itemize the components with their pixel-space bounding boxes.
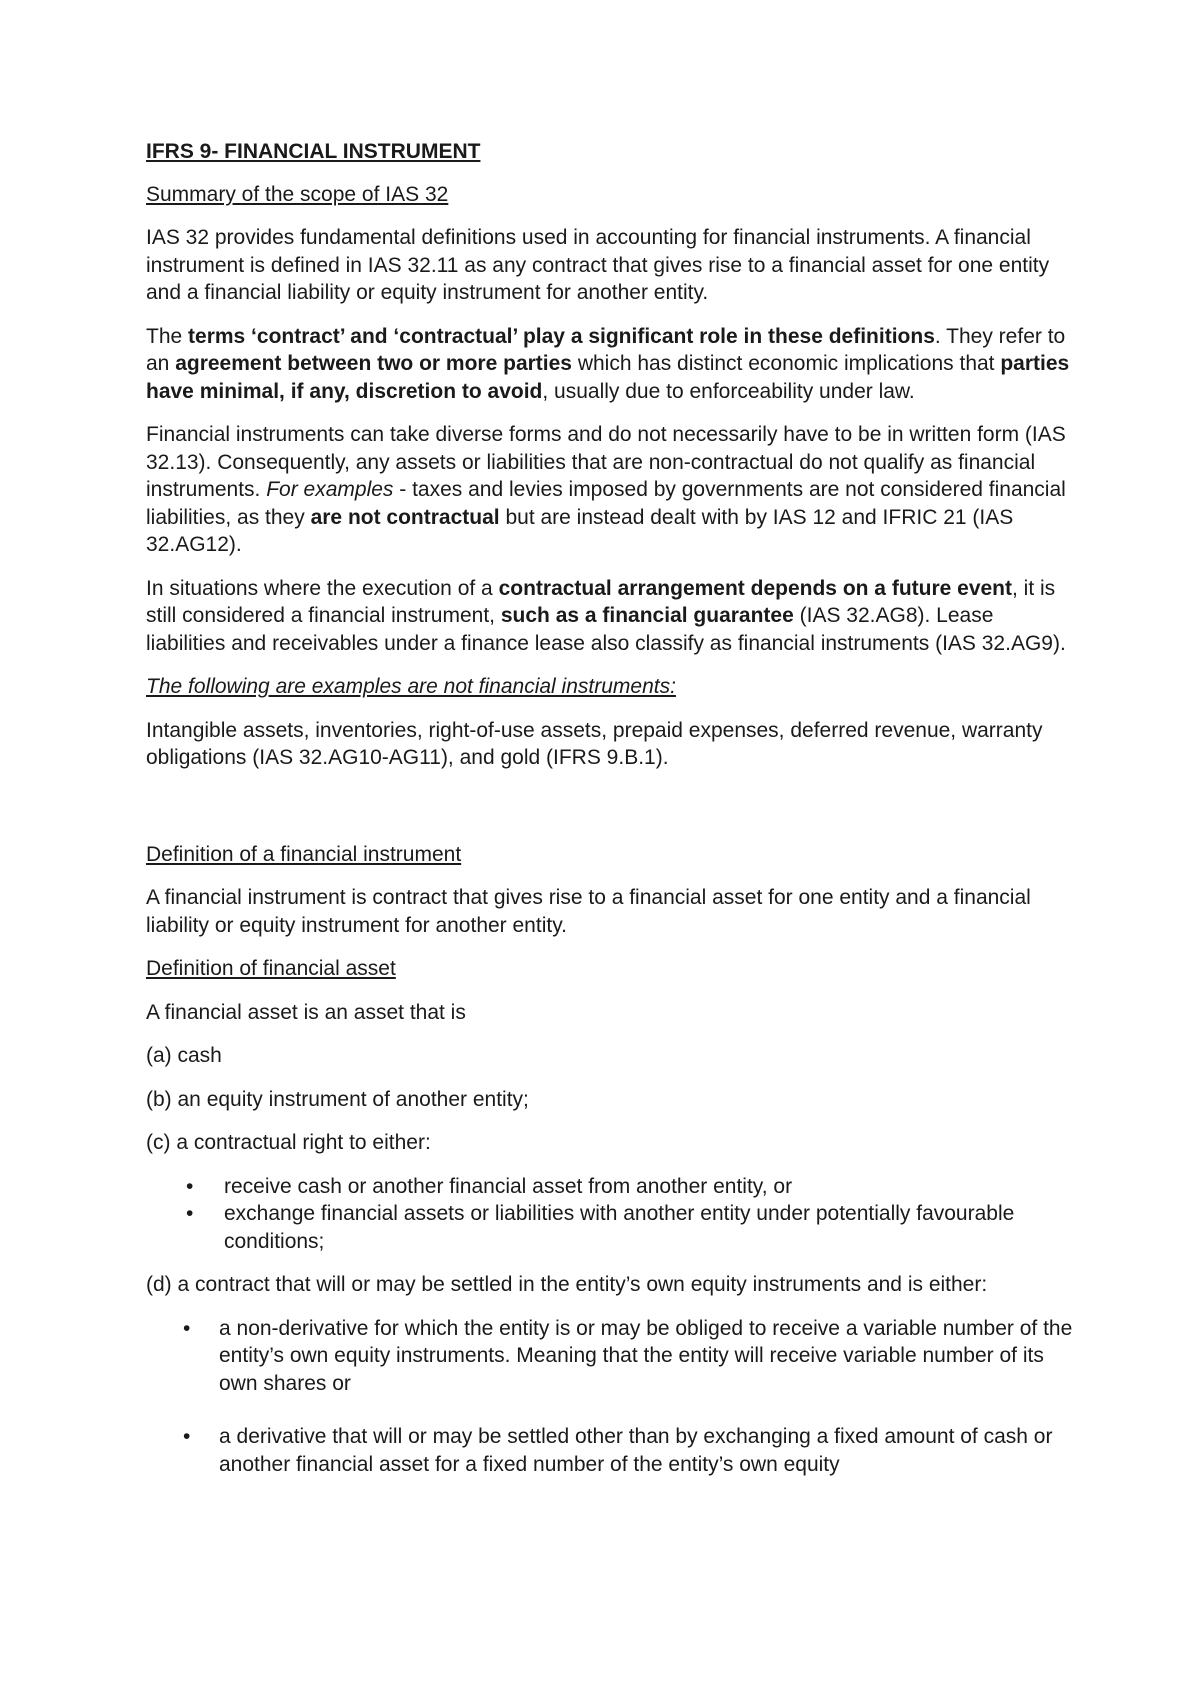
bullet-icon: • [186, 1202, 194, 1225]
scope-paragraph-2 [146, 323, 1076, 406]
definition-asset-intro: A financial asset is an asset that is [146, 1000, 466, 1024]
scope-paragraph-3 [146, 421, 1076, 559]
document-title: IFRS 9- FINANCIAL INSTRUMENT [146, 140, 481, 163]
p3-italic-examples: For examples [266, 478, 394, 501]
not-financial-instruments-text: Intangible assets, inventories, right-of-use assets, prepaid expenses, deferred revenue, warranty obligations (IAS 32.AG10-AG11), and gold (IFRS 9.B.1). [146, 718, 1043, 769]
p4-text-e: (IAS 32.AG8). Lease liabilities and receivables under a finance lease also classify as financial instruments (IAS 32.AG9). [146, 604, 1066, 655]
p4-bold-future-event: contractual arrangement depends on a future event [498, 576, 1013, 600]
bullet-icon: • [183, 1425, 191, 1448]
p4-bold-guarantee: such as a financial guarantee [500, 604, 794, 627]
p3-text-c: - taxes and levies imposed by governments are not considered financial liabilities, as they [146, 478, 1066, 529]
item-c: (c) a contractual right to either: [146, 1131, 431, 1154]
scope-paragraph-4 [146, 575, 1076, 658]
item-c-bullet-list [146, 1173, 1076, 1256]
p2-bold-terms: terms ‘contract’ and ‘contractual’ play a significant role in these definitions [188, 324, 935, 348]
definition-instrument-text: A financial instrument is contract that gives rise to a financial asset for one entity and a financial liability or equity instrument for another entity. [146, 886, 1031, 937]
bullet-text: a derivative that will or may be settled other than by exchanging a fixed amount of cash or another financial asset for a fixed number of the entity’s own equity [219, 1425, 1053, 1476]
p2-text-a: The [146, 324, 189, 348]
document-page [146, 138, 1076, 1494]
scope-heading: Summary of the scope of IAS 32 [146, 182, 449, 206]
p2-text-g: , usually due to enforceability under law. [542, 379, 915, 403]
item-d-bullet-list [146, 1315, 1076, 1479]
bullet-icon: • [183, 1316, 191, 1340]
bullet-text: a non-derivative for which the entity is or may be obliged to receive a variable number of the entity’s own equity instruments. Meaning that the entity will receive variable number of its own shares or [219, 1316, 1073, 1395]
item-b: (b) an equity instrument of another entity; [146, 1087, 529, 1111]
p2-bold-agreement: agreement between two or more parties [175, 352, 572, 375]
p3-text-a: Financial instruments can take diverse forms and do not necessarily have to be in written form (IAS 32.13). Consequently, any assets or liabilities that are non-contractual do not qualify as financial instruments. [146, 423, 1066, 501]
bullet-text: exchange financial assets or liabilities with another entity under potentially favourable conditions; [224, 1202, 1015, 1253]
list-item [146, 1200, 1076, 1255]
list-item [146, 1423, 1076, 1478]
item-d: (d) a contract that will or may be settled in the entity’s own equity instruments and is either: [146, 1273, 988, 1296]
section-spacer [146, 788, 1076, 841]
p3-text-e: but are instead dealt with by IAS 12 and IFRIC 21 (IAS 32.AG12). [146, 505, 1014, 556]
p2-text-e: which has distinct economic implications that [571, 352, 1001, 375]
p4-text-a: In situations where the execution of a [146, 576, 499, 600]
bullet-text: receive cash or another financial asset from another entity, or [224, 1174, 793, 1198]
p3-bold-not-contractual: are not contractual [310, 505, 500, 529]
scope-paragraph-1: IAS 32 provides fundamental definitions used in accounting for financial instruments. A financial instrument is defined in IAS 32.11 as any contract that gives rise to a financial asset for one entity and a financial liability or equity instrument for another entity. [146, 226, 1050, 304]
p4-text-c: , it is still considered a financial instrument, [146, 576, 1056, 627]
bullet-icon: • [186, 1174, 194, 1198]
not-financial-instruments-heading: The following are examples are not financial instruments: [146, 675, 676, 698]
list-item [146, 1173, 1076, 1201]
definition-asset-heading: Definition of financial asset [146, 957, 396, 980]
p2-bold-discretion: parties have minimal, if any, discretion to avoid [146, 352, 1070, 403]
p2-text-c: . They refer to an [146, 324, 1066, 375]
definition-instrument-heading: Definition of a financial instrument [146, 842, 462, 866]
list-item [146, 1315, 1076, 1398]
item-a: (a) cash [146, 1044, 222, 1067]
